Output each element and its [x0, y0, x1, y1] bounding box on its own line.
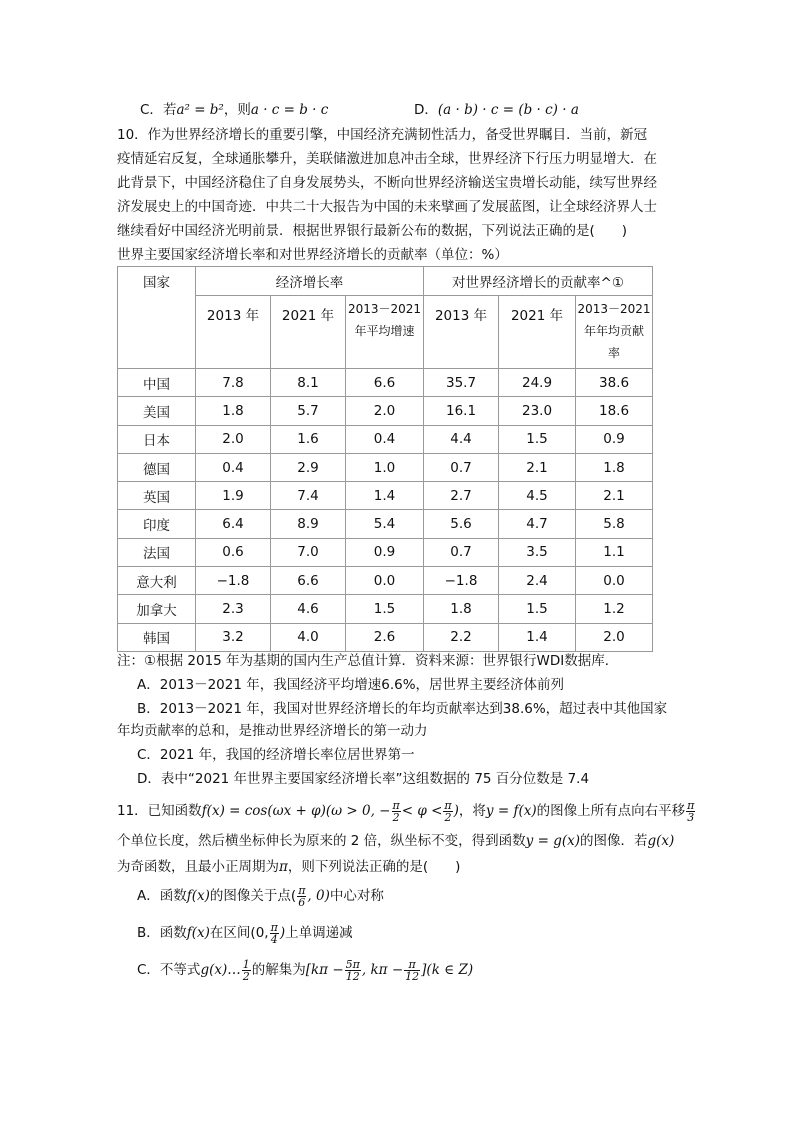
value-cell: 5.4 — [346, 510, 424, 538]
table-body — [118, 369, 653, 652]
value-cell: 1.6 — [271, 425, 346, 453]
fraction: $\frac{\pi}{3}$ — [687, 798, 695, 824]
fraction: $\frac{\pi}{4}$ — [270, 920, 278, 946]
value-cell: 1.0 — [346, 453, 424, 481]
value-cell: −1.8 — [424, 567, 499, 595]
value-cell: 2.7 — [424, 482, 499, 510]
value-cell: 4.6 — [271, 595, 346, 623]
subheader-contrib-2013: 2013 年 — [424, 296, 499, 369]
country-cell: 意大利 — [118, 567, 196, 595]
value-cell: 4.0 — [271, 623, 346, 651]
table-row — [118, 595, 653, 623]
country-cell: 加拿大 — [118, 595, 196, 623]
value-cell: 7.0 — [271, 538, 346, 566]
table-row — [118, 397, 653, 425]
table-row — [118, 369, 653, 397]
value-cell: 6.4 — [196, 510, 271, 538]
value-cell: 5.6 — [424, 510, 499, 538]
header-contribution-rate: 对世界经济增长的贡献率^① — [424, 267, 653, 296]
value-cell: 0.7 — [424, 453, 499, 481]
math-expr: (a · b) · c = (b · c) · a — [437, 102, 579, 118]
table-row — [118, 425, 653, 453]
value-cell: 24.9 — [499, 369, 576, 397]
table-row — [118, 482, 653, 510]
country-cell: 韩国 — [118, 623, 196, 651]
q11-stem-line-1: 11．已知函数f(x) = cos(ωx + φ)(ω > 0, − $\frac{\pi}{2}$ < φ < $\frac{\pi}{2}$ )，将y = f(x)的图像上所有点向右平移 $\frac{\pi}{3}$ — [117, 798, 695, 824]
q11-stem-line-2: 个单位长度，然后横坐标伸长为原来的 2 倍，纵坐标不变，得到函数y = g(x)的图像．若g(x) — [117, 833, 675, 849]
country-cell: 英国 — [118, 482, 196, 510]
value-cell: 5.8 — [576, 510, 653, 538]
value-cell: 7.8 — [196, 369, 271, 397]
subheader-contrib-avg: 2013－2021 年年均贡献 率 — [576, 296, 653, 369]
value-cell: 3.5 — [499, 538, 576, 566]
q9-option-c: C．若a² = b²，则a · c = b · c — [140, 102, 329, 118]
q10-stem-line-3: 此背景下，中国经济稳住了自身发展势头，不断向世界经济输送宝贵增长动能，续写世界经 — [117, 175, 657, 191]
value-cell: 1.8 — [576, 453, 653, 481]
value-cell: 2.6 — [346, 623, 424, 651]
value-cell: 1.8 — [424, 595, 499, 623]
table-row — [118, 567, 653, 595]
table-row — [118, 510, 653, 538]
value-cell: 18.6 — [576, 397, 653, 425]
q11-option-b: B．函数f(x)在区间(0, $\frac{\pi}{4}$ )上单调递减 — [137, 920, 353, 946]
value-cell: 6.6 — [271, 567, 346, 595]
subheader-growth-2013: 2013 年 — [196, 296, 271, 369]
value-cell: 2.0 — [196, 425, 271, 453]
q9-option-d — [414, 100, 579, 120]
q10-option-b-cont: 年均贡献率的总和，是推动世界经济增长的第一动力 — [117, 723, 428, 739]
value-cell: 1.5 — [499, 595, 576, 623]
value-cell: 3.2 — [196, 623, 271, 651]
value-cell: 1.1 — [576, 538, 653, 566]
country-cell: 德国 — [118, 453, 196, 481]
q10-option-d: D．表中“2021 年世界主要国家经济增长率”这组数据的 75 百分位数是 7.4 — [137, 771, 590, 787]
value-cell: 1.4 — [499, 623, 576, 651]
q10-stem-line-2: 疫情延宕反复，全球通胀攀升，美联储激进加息冲击全球，世界经济下行压力明显增大．在 — [117, 151, 657, 167]
value-cell: 8.1 — [271, 369, 346, 397]
country-cell: 中国 — [118, 369, 196, 397]
value-cell: 2.9 — [271, 453, 346, 481]
value-cell: 0.4 — [346, 425, 424, 453]
value-cell: 5.7 — [271, 397, 346, 425]
value-cell: 6.6 — [346, 369, 424, 397]
fraction: $\frac{5\pi}{12}$ — [345, 957, 360, 983]
value-cell: 0.0 — [576, 567, 653, 595]
country-cell: 日本 — [118, 425, 196, 453]
value-cell: 1.4 — [346, 482, 424, 510]
value-cell: 4.4 — [424, 425, 499, 453]
value-cell: 2.0 — [576, 623, 653, 651]
value-cell: 7.4 — [271, 482, 346, 510]
subheader-growth-2021: 2021 年 — [271, 296, 346, 369]
option-label: D． — [414, 102, 438, 118]
fraction: $\frac{\pi}{2}$ — [444, 798, 452, 824]
value-cell: 0.6 — [196, 538, 271, 566]
value-cell: 1.8 — [196, 397, 271, 425]
math-expr: a · c = b · c — [250, 102, 329, 118]
subheader-contrib-2021: 2021 年 — [499, 296, 576, 369]
math-expr: a² = b² — [176, 102, 224, 118]
value-cell: 2.3 — [196, 595, 271, 623]
table-title: 世界主要国家经济增长率和对世界经济增长的贡献率（单位：%） — [117, 247, 508, 263]
table-row — [118, 623, 653, 651]
value-cell: 2.1 — [499, 453, 576, 481]
economic-growth-table — [117, 266, 653, 652]
value-cell: 35.7 — [424, 369, 499, 397]
fraction: $\frac{\pi}{2}$ — [392, 798, 400, 824]
fraction: $\frac{1}{2}$ — [242, 957, 250, 983]
q10-option-a: A．2013－2021 年，我国经济平均增速6.6%，居世界主要经济体前列 — [137, 677, 565, 693]
value-cell: 0.9 — [576, 425, 653, 453]
value-cell: 0.0 — [346, 567, 424, 595]
value-cell: 1.5 — [499, 425, 576, 453]
subheader-growth-avg: 2013－2021 年平均增速 — [346, 296, 424, 369]
q10-stem-line-4: 济发展史上的中国奇迹．中共二十大报告为中国的未来擘画了发展蓝图，让全球经济界人士 — [117, 199, 657, 215]
header-country: 国家 — [118, 267, 196, 369]
value-cell: 1.2 — [576, 595, 653, 623]
country-cell: 美国 — [118, 397, 196, 425]
value-cell: 2.0 — [346, 397, 424, 425]
value-cell: 0.7 — [424, 538, 499, 566]
fraction: $\frac{\pi}{12}$ — [405, 957, 420, 983]
header-growth-rate: 经济增长率 — [196, 267, 424, 296]
value-cell: 1.9 — [196, 482, 271, 510]
value-cell: 8.9 — [271, 510, 346, 538]
value-cell: 2.4 — [499, 567, 576, 595]
value-cell: 38.6 — [576, 369, 653, 397]
fraction: $\frac{\pi}{6}$ — [298, 883, 306, 909]
q10-stem-line-5: 继续看好中国经济光明前景．根据世界银行最新公布的数据，下列说法正确的是( ) — [117, 223, 628, 239]
value-cell: −1.8 — [196, 567, 271, 595]
value-cell: 2.1 — [576, 482, 653, 510]
country-cell: 印度 — [118, 510, 196, 538]
country-cell: 法国 — [118, 538, 196, 566]
value-cell: 16.1 — [424, 397, 499, 425]
value-cell: 4.7 — [499, 510, 576, 538]
value-cell: 0.9 — [346, 538, 424, 566]
q11-option-c: C．不等式g(x)… $\frac{1}{2}$ 的解集为[kπ − $\frac{5\pi}{12}$ , kπ − $\frac{\pi}{12}$ ](k ∈ Z) — [137, 957, 474, 983]
q11-option-a: A．函数f(x)的图像关于点( $\frac{\pi}{6}$ , 0)中心对称 — [137, 883, 384, 909]
value-cell: 4.5 — [499, 482, 576, 510]
q11-stem-line-3: 为奇函数，且最小正周期为π，则下列说法正确的是( ) — [117, 859, 461, 875]
q10-option-b: B．2013－2021 年，我国对世界经济增长的年均贡献率达到38.6%，超过表中其他国家 — [137, 701, 668, 717]
table-note: 注：①根据 2015 年为基期的国内生产总值计算．资料来源：世界银行WDI数据库． — [117, 653, 619, 669]
q10-option-c: C．2021 年，我国的经济增长率位居世界第一 — [137, 747, 415, 763]
value-cell: 0.4 — [196, 453, 271, 481]
option-label: C． — [140, 102, 163, 118]
value-cell: 1.5 — [346, 595, 424, 623]
value-cell: 23.0 — [499, 397, 576, 425]
table-row — [118, 538, 653, 566]
value-cell: 2.2 — [424, 623, 499, 651]
table-row — [118, 453, 653, 481]
q10-stem-line-1: 10．作为世界经济增长的重要引擎，中国经济充满韧性活力，备受世界瞩目．当前，新冠 — [117, 127, 648, 143]
